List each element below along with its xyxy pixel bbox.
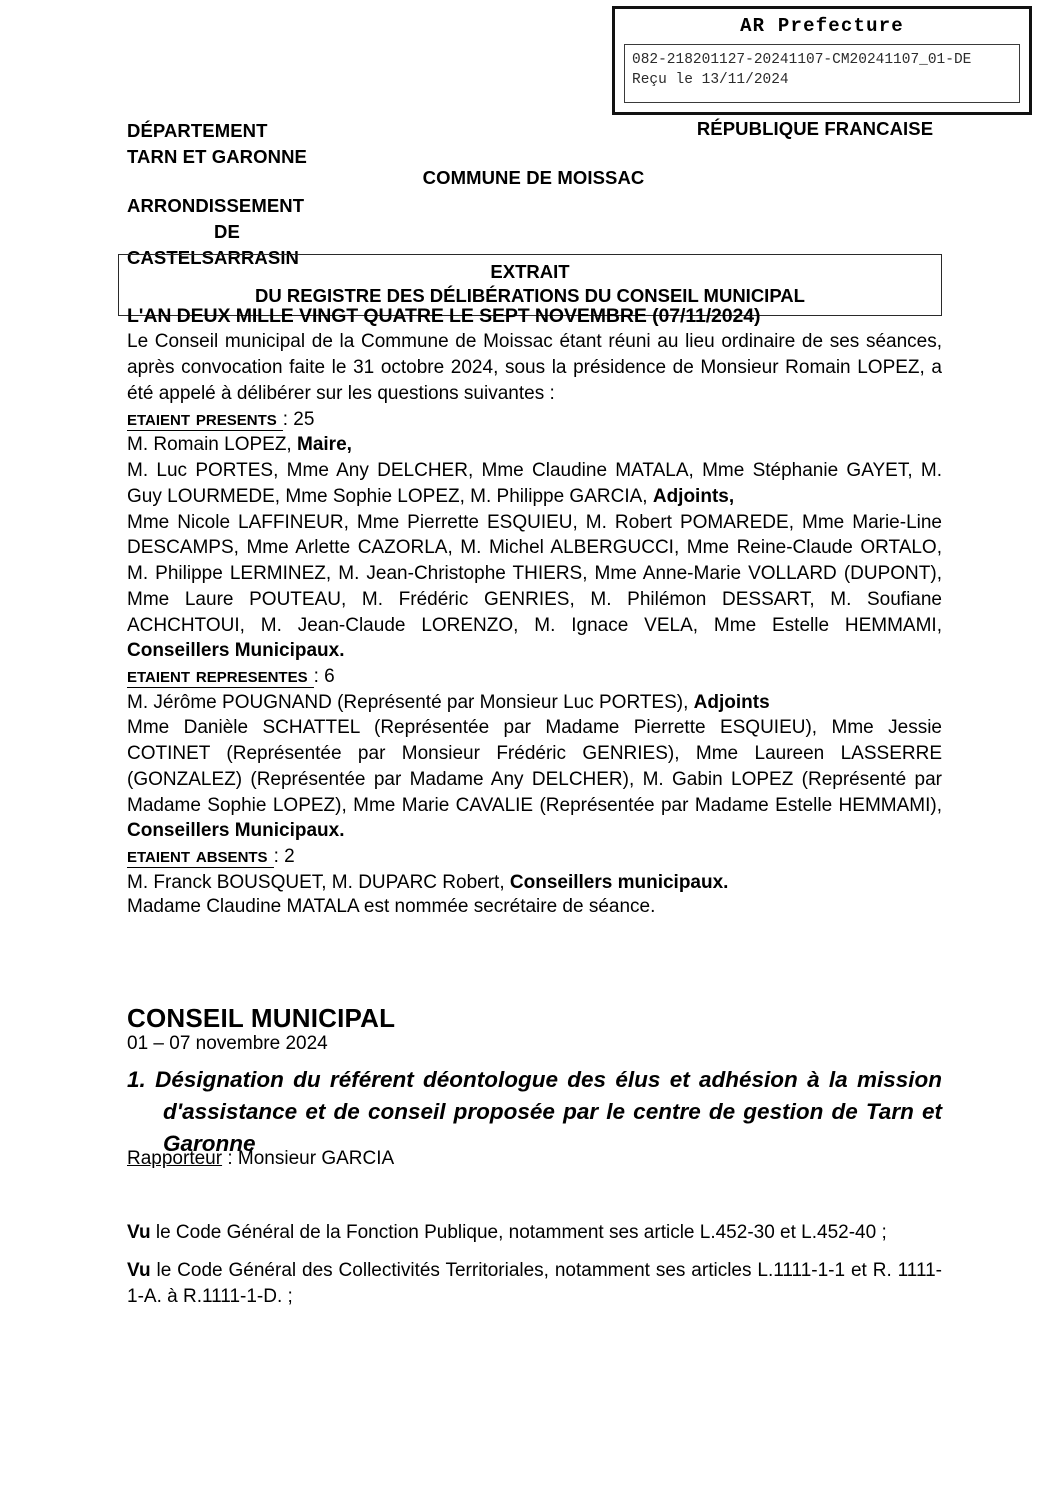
departement-label: DÉPARTEMENT xyxy=(127,120,268,141)
ar-stamp-received-date: Reçu le 13/11/2024 xyxy=(632,71,789,88)
representes-adjoint-line xyxy=(127,690,942,716)
vu-1-prefix: Vu xyxy=(127,1222,151,1243)
presents-heading-line xyxy=(127,407,942,433)
header-left-block xyxy=(127,118,447,271)
absents-heading-line xyxy=(127,844,942,870)
representes-adjoint-role: Adjoints xyxy=(693,691,770,713)
presents-conseillers-role: Conseillers Municipaux. xyxy=(127,640,345,662)
representes-conseillers-names: Mme Danièle SCHATTEL (Représentée par Madame Pierrette ESQUIEU), Mme Jessie COTINET (Représentée par Monsieur Frédéric GENRIES), Mme Laureen LASSERRE (GONZALEZ) (Représentée par Madame Any DELCHER), M. Gabin LOPEZ (Représenté par Madame Sophie LOPEZ), Mme Marie CAVALIE (Représentée par Madame Estelle HEMMAMI), xyxy=(127,717,942,816)
vu-2-text: le Code Général des Collectivités Territoriales, notamment ses articles L.1111-1-1 et R. 1111-1-A. à R.1111-1-D. ; xyxy=(127,1260,942,1307)
absents-role: Conseillers municipaux. xyxy=(509,871,729,893)
ar-stamp-title: AR Prefecture xyxy=(740,15,904,37)
extrait-line-2: DU REGISTRE DES DÉLIBÉRATIONS DU CONSEIL MUNICIPAL xyxy=(255,285,805,307)
ar-stamp-reference: 082-218201127-20241107-CM20241107_01-DE xyxy=(632,51,972,68)
vu-paragraph-1 xyxy=(127,1220,942,1246)
presents-maire-role: Maire, xyxy=(297,434,352,456)
absents-count: : 2 xyxy=(273,846,295,868)
arrondissement-name: CASTELSARRASIN xyxy=(127,247,300,269)
departement-name: TARN ET GARONNE xyxy=(127,146,307,168)
deliberation-title xyxy=(127,1064,942,1160)
ar-prefecture-stamp xyxy=(612,6,1032,115)
secretary-designation: Madame Claudine MATALA est nommée secrétaire de séance. xyxy=(127,896,656,917)
rapporteur-value: : Monsieur GARCIA xyxy=(222,1148,395,1169)
presents-heading: etaient presents xyxy=(127,408,283,431)
representes-heading: etaient representes xyxy=(127,665,314,688)
presents-adjoints-role: Adjoints, xyxy=(652,485,735,507)
ar-stamp-details xyxy=(624,44,1020,103)
representes-conseillers-line xyxy=(127,715,942,844)
representes-adjoint-name: M. Jérôme POUGNAND (Représenté par Monsieur Luc PORTES), xyxy=(127,691,694,713)
presents-count: : 25 xyxy=(282,408,315,430)
rapporteur-label: Rapporteur xyxy=(127,1148,223,1169)
extrait-line-1: EXTRAIT xyxy=(490,261,570,282)
presents-conseillers-names: Mme Nicole LAFFINEUR, Mme Pierrette ESQUIEU, M. Robert POMAREDE, Mme Marie-Line DESCAMPS, Mme Arlette CAZORLA, M. Michel ALBERGUCCI, Mme Reine-Claude ORTALO, M. Philippe LERMINEZ, M. Jean-Christophe THIERS, Mme Anne-Marie VOLLARD (DUPONT), Mme Laure POUTEAU, M. Frédéric GENRIES, M. Philémon DESSART, M. Soufiane ACHCHTOUI, M. Jean-Claude LORENZO, M. Ignace VELA, Mme Estelle HEMMAMI, xyxy=(127,511,942,636)
conseil-municipal-heading: CONSEIL MUNICIPAL xyxy=(127,1003,396,1033)
session-title: L'AN DEUX MILLE VINGT QUATRE LE SEPT NOVEMBRE (07/11/2024) xyxy=(127,305,761,327)
representes-count: : 6 xyxy=(313,665,335,687)
republique-francaise-label: RÉPUBLIQUE FRANCAISE xyxy=(696,118,934,139)
rapporteur-line xyxy=(127,1148,394,1170)
representes-heading-line xyxy=(127,664,942,690)
presents-adjoints-names: M. Luc PORTES, Mme Any DELCHER, Mme Claudine MATALA, Mme Stéphanie GAYET, M. Guy LOURMEDE, Mme Sophie LOPEZ, M. Philippe GARCIA, xyxy=(127,460,942,507)
deliberation-body xyxy=(127,303,942,896)
presents-conseillers-line xyxy=(127,510,942,664)
conseil-municipal-date: 01 – 07 novembre 2024 xyxy=(127,1033,328,1054)
deliberation-number: 1. xyxy=(127,1067,146,1092)
commune-label: COMMUNE DE MOISSAC xyxy=(422,167,645,188)
presents-maire-name: M. Romain LOPEZ, xyxy=(127,434,297,456)
vu-1-text: le Code Général de la Fonction Publique, notamment ses article L.452-30 et L.452-40 ; xyxy=(150,1222,887,1243)
representes-conseillers-role: Conseillers Municipaux. xyxy=(127,820,345,842)
presents-adjoints-line xyxy=(127,458,942,509)
session-intro-paragraph: Le Conseil municipal de la Commune de Moissac étant réuni au lieu ordinaire de ses séances, après convocation faite le 31 octobre 2024, sous la présidence de Monsieur Romain LOPEZ, a été appelé à délibérer sur les questions suivantes : xyxy=(127,331,942,404)
vu-2-prefix: Vu xyxy=(127,1260,151,1281)
absents-names: M. Franck BOUSQUET, M. DUPARC Robert, xyxy=(127,871,510,893)
arrondissement-label: ARRONDISSEMENT xyxy=(127,194,305,216)
absents-line xyxy=(127,870,942,896)
absents-heading: etaient absents xyxy=(127,845,274,868)
vu-paragraph-2 xyxy=(127,1258,942,1309)
deliberation-title-text: Désignation du référent déontologue des élus et adhésion à la mission d'assistance et de conseil proposée par le centre de gestion de Tarn et Garonne xyxy=(155,1067,942,1156)
presents-maire-line xyxy=(127,432,942,458)
arrondissement-de: DE xyxy=(214,220,240,242)
